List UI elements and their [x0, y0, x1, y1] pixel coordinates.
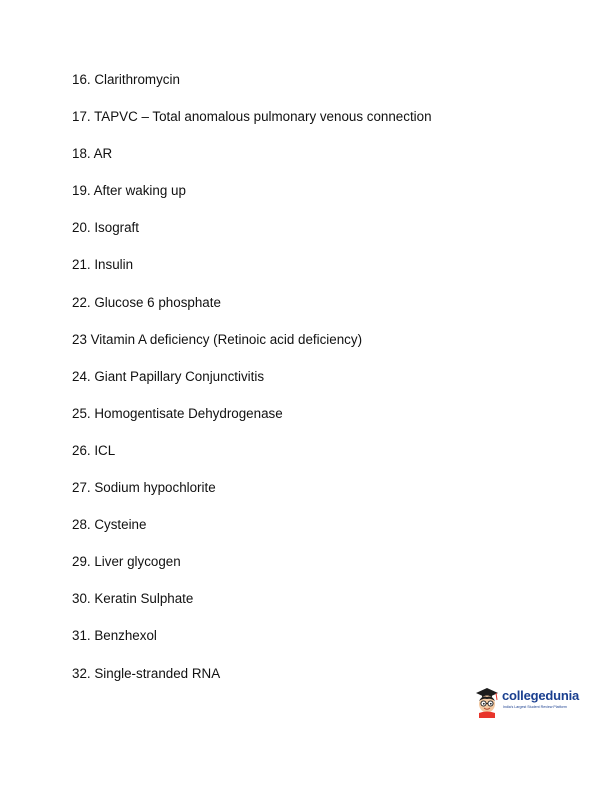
- collegedunia-watermark: [474, 686, 594, 722]
- answer-item: 25. Homogentisate Dehydrogenase: [72, 405, 283, 421]
- answer-item: 23 Vitamin A deficiency (Retinoic acid deficiency): [72, 331, 363, 347]
- answer-item: 21. Insulin: [72, 257, 134, 273]
- answer-item: 22. Glucose 6 phosphate: [72, 294, 221, 310]
- answer-item: 31. Benzhexol: [72, 628, 157, 644]
- answer-item: 26. ICL: [72, 442, 116, 458]
- answer-item: 29. Liver glycogen: [72, 554, 181, 570]
- answer-item: 27. Sodium hypochlorite: [72, 480, 216, 496]
- answer-item: 32. Single-stranded RNA: [72, 665, 221, 681]
- brand-tagline: India's Largest Student Review Platform: [503, 705, 567, 709]
- answer-item: 24. Giant Papillary Conjunctivitis: [72, 368, 265, 384]
- answer-list: [72, 70, 432, 701]
- answer-item: 18. AR: [72, 146, 113, 162]
- answer-item: 30. Keratin Sulphate: [72, 591, 194, 607]
- brand-name: collegedunia: [502, 688, 580, 703]
- answer-item: 17. TAPVC – Total anomalous pulmonary venous connection: [72, 109, 432, 125]
- answer-item: 20. Isograft: [72, 220, 139, 236]
- answer-item: 16. Clarithromycin: [72, 72, 180, 87]
- mascot-icon: [474, 686, 500, 718]
- answer-item: 19. After waking up: [72, 183, 186, 199]
- answer-item: 28. Cysteine: [72, 517, 147, 533]
